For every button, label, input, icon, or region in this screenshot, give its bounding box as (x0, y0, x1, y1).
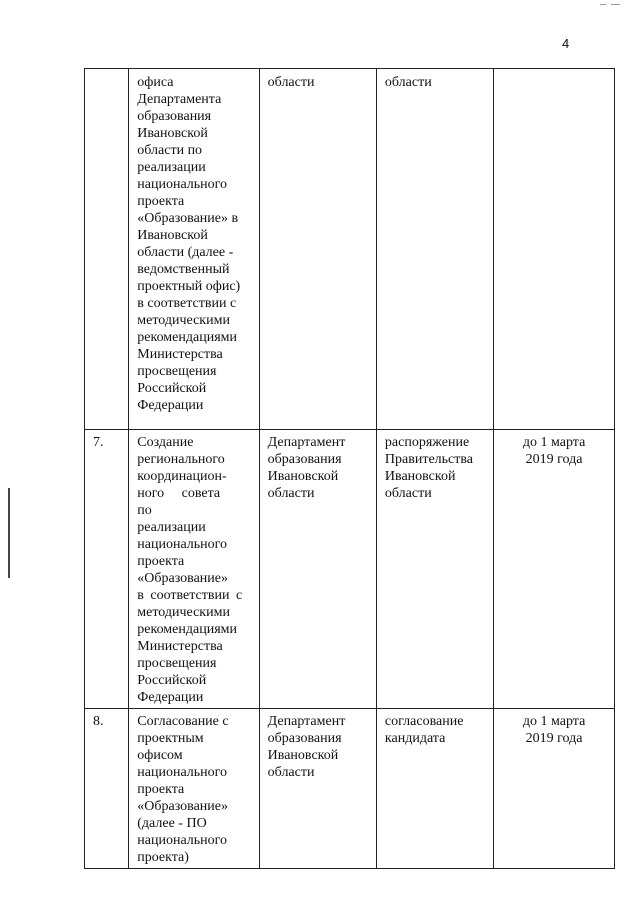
document-cell: согласование кандидата (376, 709, 493, 869)
activities-table (84, 68, 615, 869)
deadline-cell: до 1 марта 2019 года (494, 709, 615, 869)
deadline-cell: до 1 марта 2019 года (494, 430, 615, 709)
document-cell: распоряжение Правительства Ивановской области (376, 430, 493, 709)
table-row (85, 430, 615, 709)
responsible-cell: Департамент образования Ивановской области (259, 430, 376, 709)
activity-cell: Создание регионального координацион- ного совета по реализации национального проекта «Образование» в соответствии с методическими рекомендациями Министерства просвещения Российской Федерации (129, 430, 259, 709)
scan-margin-mark (8, 488, 10, 578)
responsible-cell: Департамент образования Ивановской области (259, 709, 376, 869)
deadline-cell (494, 69, 615, 430)
activity-cell: офиса Департамента образования Ивановской области по реализации национального проекта «Образование» в Ивановской области (далее - ведомственный проектный офис) в соответствии с методическими рекомендациями Министерства просвещения Российской Федерации (129, 69, 259, 430)
document-cell: области (376, 69, 493, 430)
activity-cell: Согласование с проектным офисом национального проекта «Образование» (далее - ПО национального проекта) (129, 709, 259, 869)
row-number: 8. (85, 709, 129, 869)
scan-dash-mark (600, 4, 606, 5)
table-row (85, 709, 615, 869)
scan-dash-mark (611, 4, 620, 5)
responsible-cell: области (259, 69, 376, 430)
page-number: 4 (562, 36, 570, 51)
row-number (85, 69, 129, 430)
table-row (85, 69, 615, 430)
row-number: 7. (85, 430, 129, 709)
